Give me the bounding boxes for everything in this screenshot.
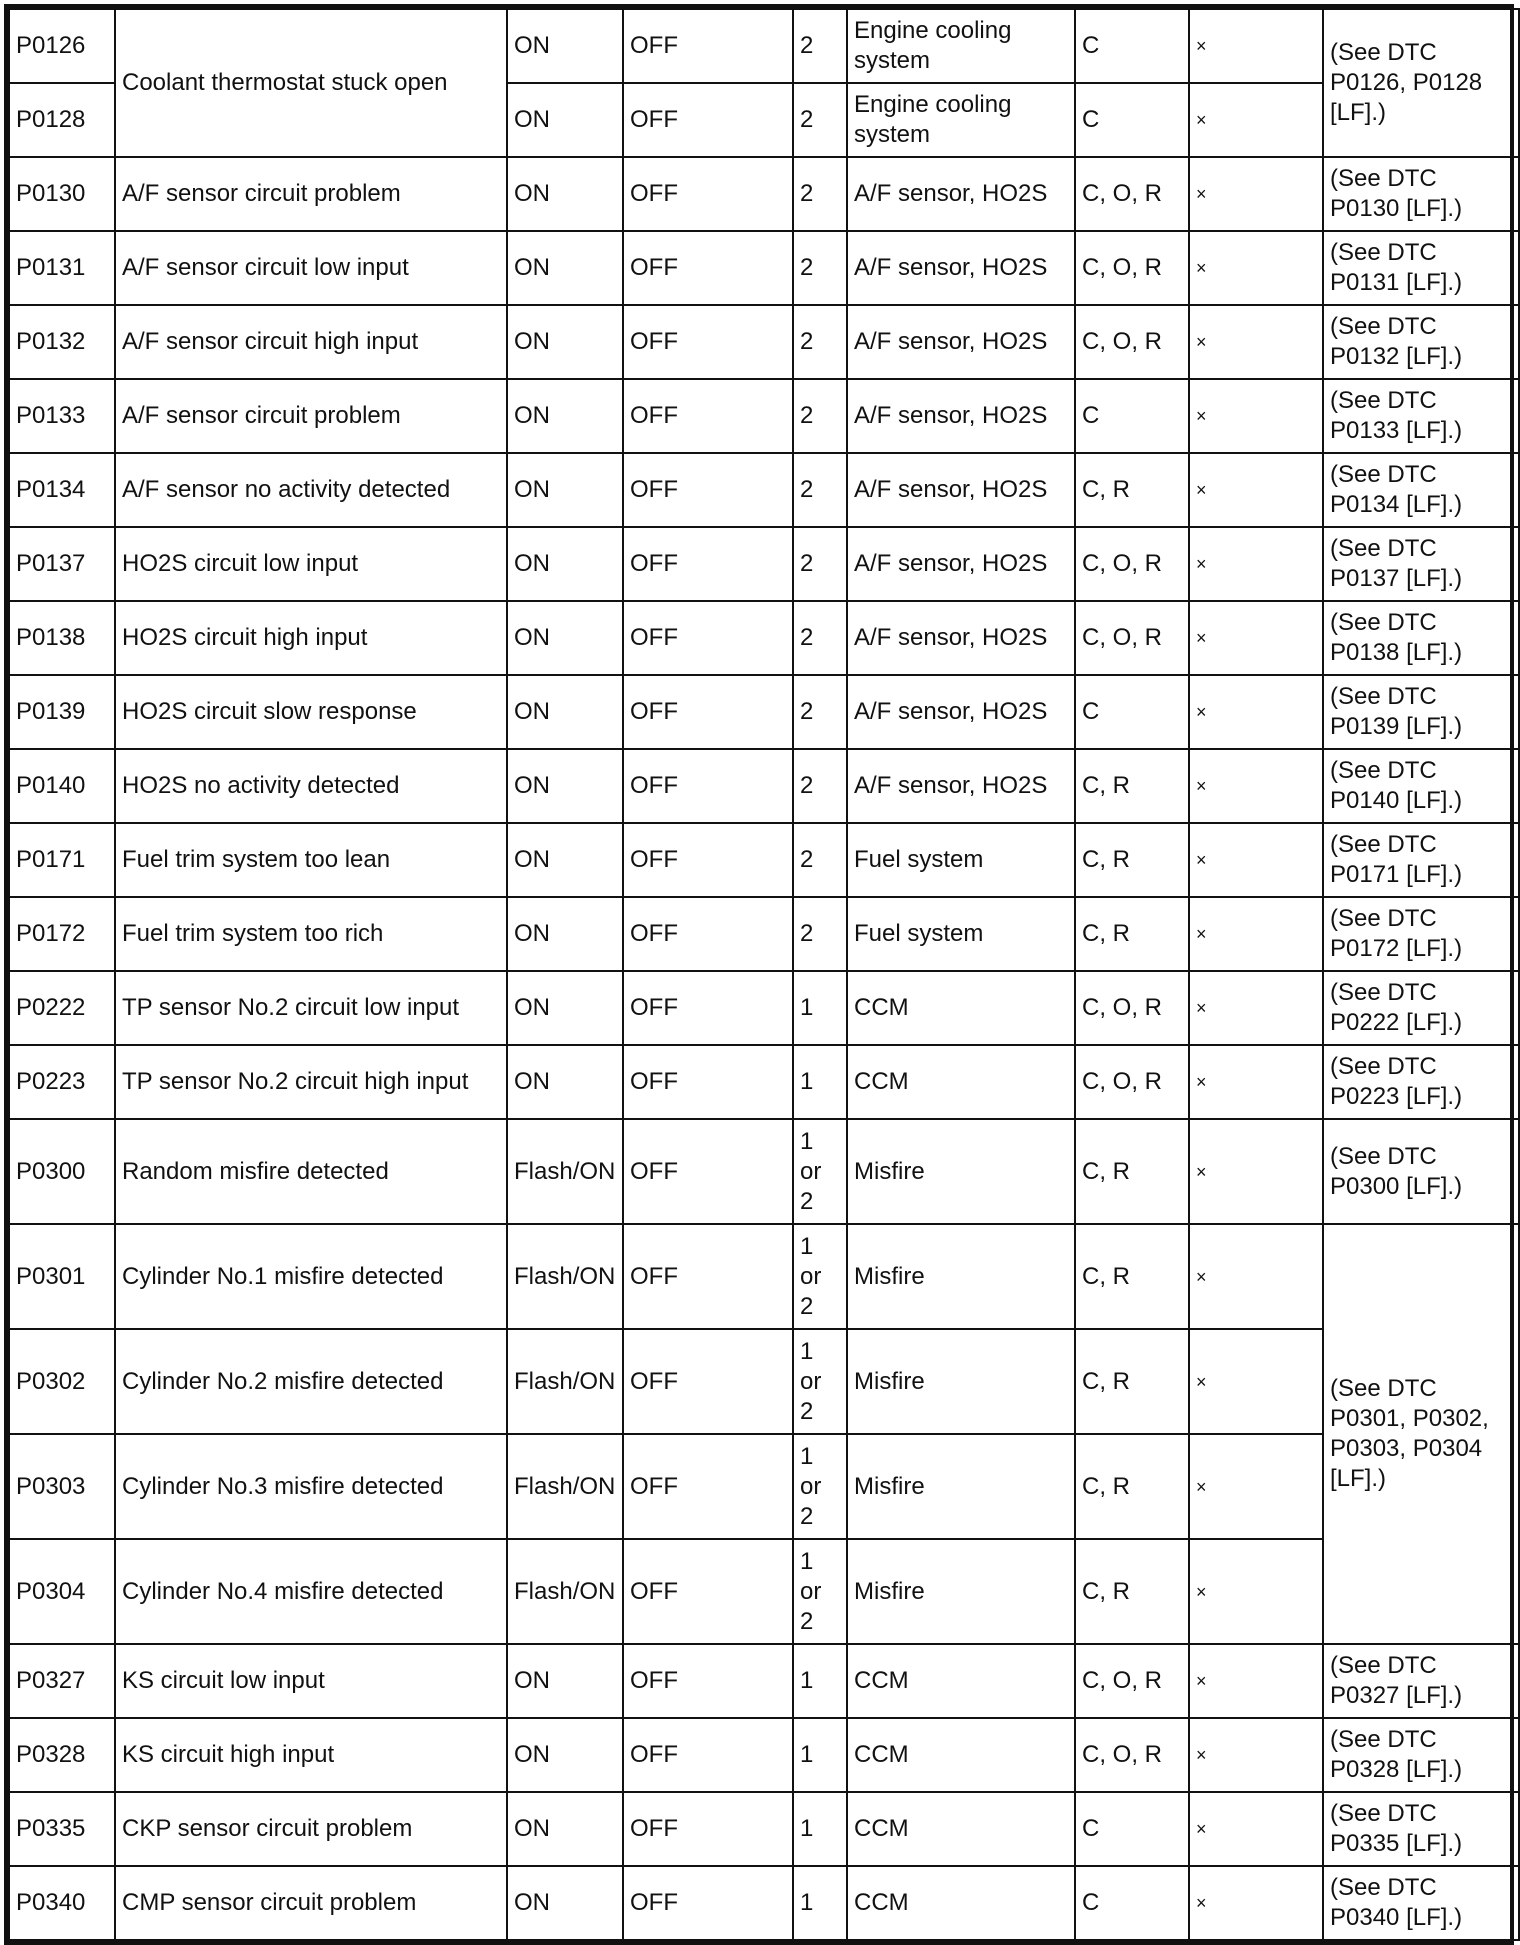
table-row xyxy=(9,1224,1519,1329)
trip-cell: 1 xyxy=(793,1718,847,1792)
monitor-item-cell: CCM xyxy=(847,1866,1075,1940)
trip-cell: 2 xyxy=(793,897,847,971)
trip-cell: 2 xyxy=(793,675,847,749)
detection-item-cell: A/F sensor circuit problem xyxy=(115,157,507,231)
category-cell: C, O, R xyxy=(1075,527,1189,601)
detection-item-cell: HO2S circuit low input xyxy=(115,527,507,601)
category-cell: C, R xyxy=(1075,1434,1189,1539)
mil-cell: Flash/ON xyxy=(507,1539,623,1644)
reference-cell: (See DTC P0328 [LF].) xyxy=(1323,1718,1519,1792)
monitor-item-cell: Misfire xyxy=(847,1434,1075,1539)
check-mark-cell: × xyxy=(1189,1224,1323,1329)
check-mark-cell: × xyxy=(1189,1329,1323,1434)
monitor-item-cell: CCM xyxy=(847,1718,1075,1792)
detection-item-cell: CKP sensor circuit problem xyxy=(115,1792,507,1866)
category-cell: C xyxy=(1075,83,1189,157)
reference-cell: (See DTC P0131 [LF].) xyxy=(1323,231,1519,305)
check-mark-cell: × xyxy=(1189,1434,1323,1539)
table-row xyxy=(9,1045,1519,1119)
category-cell: C, O, R xyxy=(1075,601,1189,675)
monitor-item-cell: A/F sensor, HO2S xyxy=(847,305,1075,379)
mil-cell: ON xyxy=(507,9,623,83)
mil-cell: Flash/ON xyxy=(507,1224,623,1329)
mil-cell: ON xyxy=(507,1718,623,1792)
category-cell: C, O, R xyxy=(1075,305,1189,379)
trip-cell: 2 xyxy=(793,601,847,675)
reference-cell: (See DTC P0223 [LF].) xyxy=(1323,1045,1519,1119)
dtc-table-body xyxy=(9,9,1519,1940)
category-cell: C, R xyxy=(1075,1119,1189,1224)
memory-cell: OFF xyxy=(623,749,793,823)
memory-cell: OFF xyxy=(623,1329,793,1434)
trip-cell: 2 xyxy=(793,9,847,83)
memory-cell: OFF xyxy=(623,453,793,527)
dtc-table-frame xyxy=(4,4,1514,1945)
dtc-code-cell: P0171 xyxy=(9,823,115,897)
detection-item-cell: A/F sensor circuit low input xyxy=(115,231,507,305)
monitor-item-cell: Fuel system xyxy=(847,823,1075,897)
trip-cell: 1 xyxy=(793,971,847,1045)
reference-cell: (See DTC P0138 [LF].) xyxy=(1323,601,1519,675)
check-mark-cell: × xyxy=(1189,1792,1323,1866)
monitor-item-cell: CCM xyxy=(847,1644,1075,1718)
dtc-code-cell: P0137 xyxy=(9,527,115,601)
reference-cell: (See DTC P0172 [LF].) xyxy=(1323,897,1519,971)
detection-item-cell: Cylinder No.4 misfire detected xyxy=(115,1539,507,1644)
mil-cell: ON xyxy=(507,453,623,527)
memory-cell: OFF xyxy=(623,9,793,83)
category-cell: C, O, R xyxy=(1075,231,1189,305)
detection-item-cell: HO2S no activity detected xyxy=(115,749,507,823)
detection-item-cell: TP sensor No.2 circuit low input xyxy=(115,971,507,1045)
check-mark-cell: × xyxy=(1189,83,1323,157)
reference-cell: (See DTC P0134 [LF].) xyxy=(1323,453,1519,527)
detection-item-cell: Random misfire detected xyxy=(115,1119,507,1224)
mil-cell: ON xyxy=(507,379,623,453)
memory-cell: OFF xyxy=(623,1792,793,1866)
mil-cell: ON xyxy=(507,231,623,305)
memory-cell: OFF xyxy=(623,527,793,601)
table-row xyxy=(9,1434,1519,1539)
check-mark-cell: × xyxy=(1189,971,1323,1045)
detection-item-cell: Cylinder No.1 misfire detected xyxy=(115,1224,507,1329)
category-cell: C, R xyxy=(1075,1539,1189,1644)
category-cell: C, O, R xyxy=(1075,1644,1189,1718)
reference-cell: (See DTC P0300 [LF].) xyxy=(1323,1119,1519,1224)
monitor-item-cell: CCM xyxy=(847,971,1075,1045)
category-cell: C, O, R xyxy=(1075,1045,1189,1119)
trip-cell: 1 xyxy=(793,1045,847,1119)
reference-cell: (See DTC P0327 [LF].) xyxy=(1323,1644,1519,1718)
category-cell: C xyxy=(1075,1866,1189,1940)
category-cell: C, R xyxy=(1075,749,1189,823)
trip-cell: 1 or 2 xyxy=(793,1224,847,1329)
table-row xyxy=(9,157,1519,231)
monitor-item-cell: Fuel system xyxy=(847,897,1075,971)
monitor-item-cell: A/F sensor, HO2S xyxy=(847,157,1075,231)
dtc-code-cell: P0140 xyxy=(9,749,115,823)
mil-cell: ON xyxy=(507,749,623,823)
check-mark-cell: × xyxy=(1189,453,1323,527)
check-mark-cell: × xyxy=(1189,675,1323,749)
dtc-code-cell: P0134 xyxy=(9,453,115,527)
table-row xyxy=(9,231,1519,305)
memory-cell: OFF xyxy=(623,1718,793,1792)
dtc-code-cell: P0128 xyxy=(9,83,115,157)
dtc-table-page xyxy=(4,4,1514,1945)
category-cell: C, R xyxy=(1075,453,1189,527)
check-mark-cell: × xyxy=(1189,9,1323,83)
dtc-code-cell: P0301 xyxy=(9,1224,115,1329)
trip-cell: 2 xyxy=(793,231,847,305)
memory-cell: OFF xyxy=(623,1644,793,1718)
check-mark-cell: × xyxy=(1189,157,1323,231)
detection-item-cell: Fuel trim system too lean xyxy=(115,823,507,897)
dtc-code-cell: P0138 xyxy=(9,601,115,675)
dtc-code-cell: P0133 xyxy=(9,379,115,453)
dtc-code-cell: P0130 xyxy=(9,157,115,231)
memory-cell: OFF xyxy=(623,1434,793,1539)
mil-cell: ON xyxy=(507,823,623,897)
table-row xyxy=(9,1644,1519,1718)
trip-cell: 1 or 2 xyxy=(793,1119,847,1224)
check-mark-cell: × xyxy=(1189,231,1323,305)
dtc-code-cell: P0302 xyxy=(9,1329,115,1434)
dtc-code-cell: P0139 xyxy=(9,675,115,749)
monitor-item-cell: A/F sensor, HO2S xyxy=(847,675,1075,749)
reference-cell: (See DTC P0335 [LF].) xyxy=(1323,1792,1519,1866)
reference-cell: (See DTC P0140 [LF].) xyxy=(1323,749,1519,823)
table-row xyxy=(9,1539,1519,1644)
detection-item-cell: TP sensor No.2 circuit high input xyxy=(115,1045,507,1119)
reference-cell: (See DTC P0132 [LF].) xyxy=(1323,305,1519,379)
mil-cell: ON xyxy=(507,971,623,1045)
table-row xyxy=(9,527,1519,601)
monitor-item-cell: A/F sensor, HO2S xyxy=(847,453,1075,527)
memory-cell: OFF xyxy=(623,1119,793,1224)
dtc-code-cell: P0327 xyxy=(9,1644,115,1718)
check-mark-cell: × xyxy=(1189,1718,1323,1792)
dtc-code-cell: P0126 xyxy=(9,9,115,83)
check-mark-cell: × xyxy=(1189,305,1323,379)
monitor-item-cell: A/F sensor, HO2S xyxy=(847,749,1075,823)
memory-cell: OFF xyxy=(623,1539,793,1644)
trip-cell: 2 xyxy=(793,453,847,527)
detection-item-cell: A/F sensor circuit problem xyxy=(115,379,507,453)
table-row xyxy=(9,897,1519,971)
check-mark-cell: × xyxy=(1189,749,1323,823)
reference-cell: (See DTC P0126, P0128 [LF].) xyxy=(1323,9,1519,157)
trip-cell: 2 xyxy=(793,83,847,157)
trip-cell: 1 xyxy=(793,1644,847,1718)
check-mark-cell: × xyxy=(1189,1045,1323,1119)
category-cell: C, O, R xyxy=(1075,1718,1189,1792)
mil-cell: Flash/ON xyxy=(507,1329,623,1434)
dtc-table xyxy=(8,8,1520,1941)
monitor-item-cell: CCM xyxy=(847,1045,1075,1119)
mil-cell: ON xyxy=(507,1792,623,1866)
dtc-code-cell: P0132 xyxy=(9,305,115,379)
table-row xyxy=(9,675,1519,749)
memory-cell: OFF xyxy=(623,1866,793,1940)
memory-cell: OFF xyxy=(623,83,793,157)
dtc-code-cell: P0340 xyxy=(9,1866,115,1940)
memory-cell: OFF xyxy=(623,1224,793,1329)
memory-cell: OFF xyxy=(623,305,793,379)
table-row xyxy=(9,379,1519,453)
trip-cell: 2 xyxy=(793,749,847,823)
category-cell: C xyxy=(1075,9,1189,83)
monitor-item-cell: A/F sensor, HO2S xyxy=(847,527,1075,601)
monitor-item-cell: Engine cooling system xyxy=(847,9,1075,83)
reference-cell: (See DTC P0130 [LF].) xyxy=(1323,157,1519,231)
category-cell: C, O, R xyxy=(1075,971,1189,1045)
mil-cell: ON xyxy=(507,1644,623,1718)
trip-cell: 2 xyxy=(793,527,847,601)
dtc-code-cell: P0303 xyxy=(9,1434,115,1539)
category-cell: C xyxy=(1075,379,1189,453)
monitor-item-cell: Misfire xyxy=(847,1329,1075,1434)
trip-cell: 1 or 2 xyxy=(793,1434,847,1539)
category-cell: C xyxy=(1075,1792,1189,1866)
detection-item-cell: A/F sensor circuit high input xyxy=(115,305,507,379)
check-mark-cell: × xyxy=(1189,379,1323,453)
check-mark-cell: × xyxy=(1189,1539,1323,1644)
category-cell: C, O, R xyxy=(1075,157,1189,231)
mil-cell: Flash/ON xyxy=(507,1434,623,1539)
trip-cell: 1 or 2 xyxy=(793,1329,847,1434)
detection-item-cell: HO2S circuit slow response xyxy=(115,675,507,749)
detection-item-cell: A/F sensor no activity detected xyxy=(115,453,507,527)
detection-item-cell: KS circuit low input xyxy=(115,1644,507,1718)
detection-item-cell: HO2S circuit high input xyxy=(115,601,507,675)
dtc-code-cell: P0223 xyxy=(9,1045,115,1119)
monitor-item-cell: A/F sensor, HO2S xyxy=(847,601,1075,675)
memory-cell: OFF xyxy=(623,897,793,971)
check-mark-cell: × xyxy=(1189,1644,1323,1718)
memory-cell: OFF xyxy=(623,379,793,453)
monitor-item-cell: A/F sensor, HO2S xyxy=(847,379,1075,453)
reference-cell: (See DTC P0137 [LF].) xyxy=(1323,527,1519,601)
memory-cell: OFF xyxy=(623,1045,793,1119)
detection-item-cell: KS circuit high input xyxy=(115,1718,507,1792)
table-row xyxy=(9,749,1519,823)
trip-cell: 2 xyxy=(793,305,847,379)
check-mark-cell: × xyxy=(1189,897,1323,971)
table-row xyxy=(9,9,1519,83)
mil-cell: ON xyxy=(507,527,623,601)
check-mark-cell: × xyxy=(1189,823,1323,897)
table-row xyxy=(9,971,1519,1045)
trip-cell: 2 xyxy=(793,823,847,897)
table-row xyxy=(9,1718,1519,1792)
dtc-code-cell: P0335 xyxy=(9,1792,115,1866)
category-cell: C xyxy=(1075,675,1189,749)
reference-cell: (See DTC P0133 [LF].) xyxy=(1323,379,1519,453)
detection-item-cell: Fuel trim system too rich xyxy=(115,897,507,971)
table-row xyxy=(9,305,1519,379)
mil-cell: Flash/ON xyxy=(507,1119,623,1224)
monitor-item-cell: Misfire xyxy=(847,1119,1075,1224)
table-row xyxy=(9,823,1519,897)
mil-cell: ON xyxy=(507,675,623,749)
reference-cell: (See DTC P0340 [LF].) xyxy=(1323,1866,1519,1940)
detection-item-cell: Cylinder No.3 misfire detected xyxy=(115,1434,507,1539)
category-cell: C, R xyxy=(1075,1329,1189,1434)
reference-cell: (See DTC P0222 [LF].) xyxy=(1323,971,1519,1045)
table-row xyxy=(9,601,1519,675)
memory-cell: OFF xyxy=(623,601,793,675)
mil-cell: ON xyxy=(507,601,623,675)
memory-cell: OFF xyxy=(623,971,793,1045)
monitor-item-cell: Misfire xyxy=(847,1224,1075,1329)
table-row xyxy=(9,1119,1519,1224)
trip-cell: 2 xyxy=(793,157,847,231)
dtc-code-cell: P0328 xyxy=(9,1718,115,1792)
table-row xyxy=(9,1866,1519,1940)
reference-cell: (See DTC P0301, P0302, P0303, P0304 [LF].) xyxy=(1323,1224,1519,1644)
table-row xyxy=(9,1792,1519,1866)
trip-cell: 1 or 2 xyxy=(793,1539,847,1644)
detection-item-cell: Coolant thermostat stuck open xyxy=(115,9,507,157)
mil-cell: ON xyxy=(507,83,623,157)
memory-cell: OFF xyxy=(623,231,793,305)
memory-cell: OFF xyxy=(623,157,793,231)
table-row xyxy=(9,453,1519,527)
reference-cell: (See DTC P0171 [LF].) xyxy=(1323,823,1519,897)
dtc-code-cell: P0131 xyxy=(9,231,115,305)
detection-item-cell: CMP sensor circuit problem xyxy=(115,1866,507,1940)
dtc-code-cell: P0222 xyxy=(9,971,115,1045)
mil-cell: ON xyxy=(507,897,623,971)
category-cell: C, R xyxy=(1075,823,1189,897)
reference-cell: (See DTC P0139 [LF].) xyxy=(1323,675,1519,749)
dtc-code-cell: P0300 xyxy=(9,1119,115,1224)
check-mark-cell: × xyxy=(1189,1119,1323,1224)
monitor-item-cell: CCM xyxy=(847,1792,1075,1866)
check-mark-cell: × xyxy=(1189,527,1323,601)
monitor-item-cell: Misfire xyxy=(847,1539,1075,1644)
memory-cell: OFF xyxy=(623,675,793,749)
dtc-code-cell: P0172 xyxy=(9,897,115,971)
dtc-code-cell: P0304 xyxy=(9,1539,115,1644)
monitor-item-cell: A/F sensor, HO2S xyxy=(847,231,1075,305)
category-cell: C, R xyxy=(1075,897,1189,971)
check-mark-cell: × xyxy=(1189,601,1323,675)
trip-cell: 1 xyxy=(793,1866,847,1940)
detection-item-cell: Cylinder No.2 misfire detected xyxy=(115,1329,507,1434)
table-row xyxy=(9,1329,1519,1434)
category-cell: C, R xyxy=(1075,1224,1189,1329)
trip-cell: 1 xyxy=(793,1792,847,1866)
memory-cell: OFF xyxy=(623,823,793,897)
mil-cell: ON xyxy=(507,1045,623,1119)
mil-cell: ON xyxy=(507,305,623,379)
trip-cell: 2 xyxy=(793,379,847,453)
monitor-item-cell: Engine cooling system xyxy=(847,83,1075,157)
mil-cell: ON xyxy=(507,157,623,231)
mil-cell: ON xyxy=(507,1866,623,1940)
check-mark-cell: × xyxy=(1189,1866,1323,1940)
